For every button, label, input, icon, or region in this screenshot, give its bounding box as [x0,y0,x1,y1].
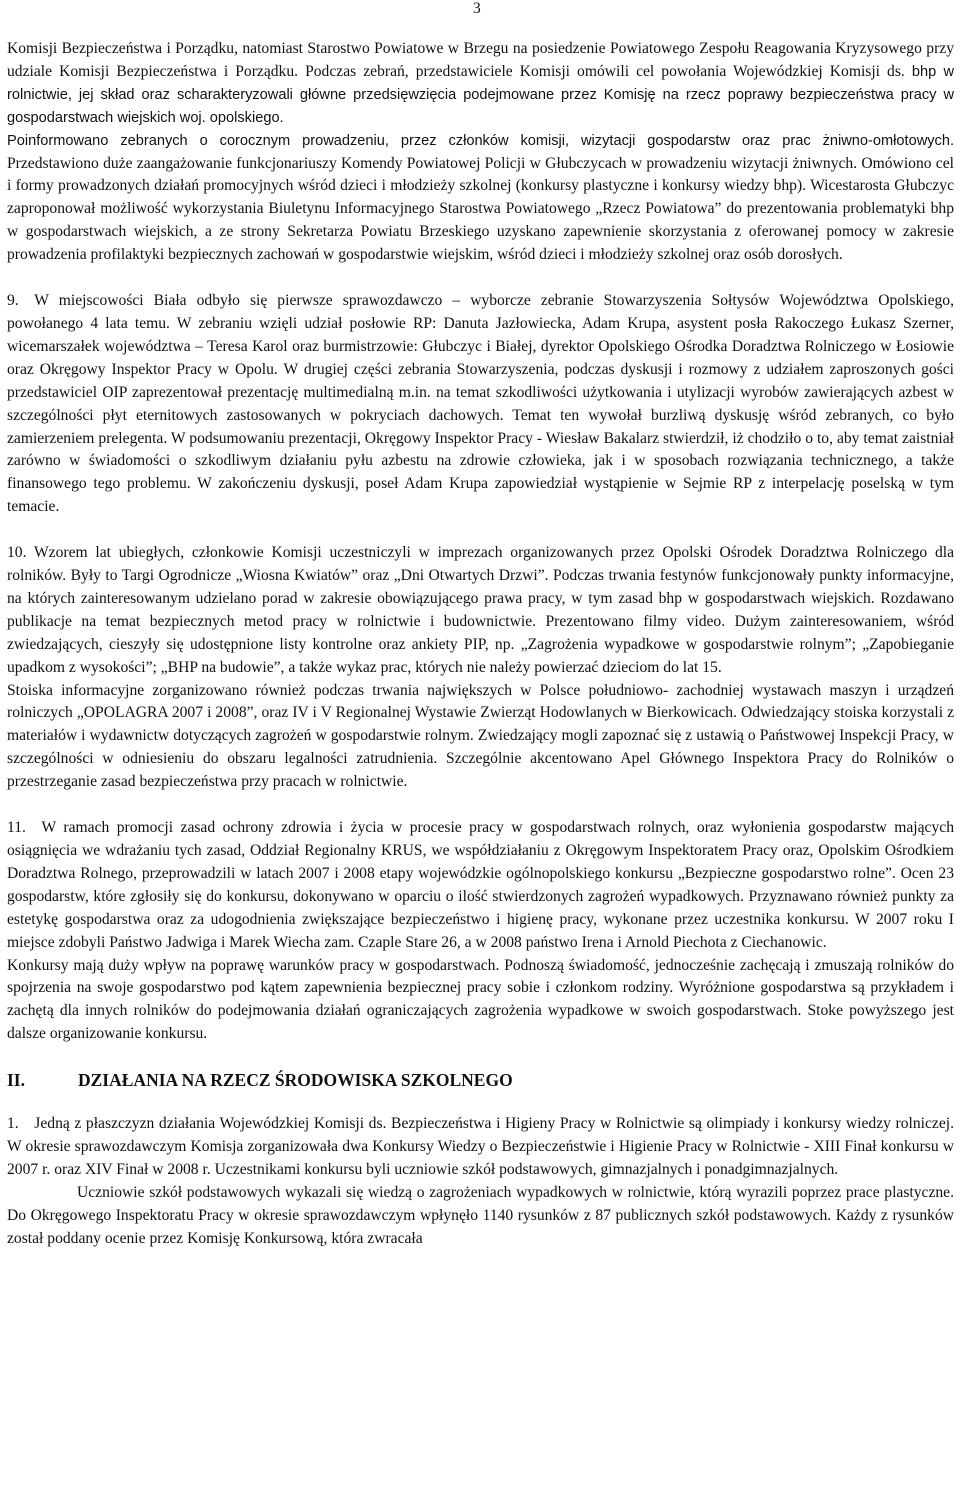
spacer [7,1094,954,1113]
paragraph-intro-a [7,38,954,130]
section-title: DZIAŁANIA NA RZECZ ŚRODOWISKA SZKOLNEGO [78,1070,513,1091]
paragraph-intro-b-sans-text: Poinformowano zebranych o corocznym prowadzeniu, przez członków komisji, wizytacji gospodarstw oraz prac żniwno-omłotowych. [7,132,954,149]
paragraph-item-10: 10. Wzorem lat ubiegłych, członkowie Komisji uczestniczyli w imprezach organizowanych przez Opolski Ośrodek Doradztwa Rolniczego dla rolników. Były to Targi Ogrodnicze „Wiosna Kwiatów” oraz „Dni Otwartych Drzwi”. Podczas trwania festynów funkcjonowały punkty informacyjne, na których zainteresowanym udzielano porad w zakresie obowiązującego prawa pracy, w tym zasad bhp w gospodarstwach wiejskich. Rozdawano publikacje na temat bezpiecznych metod pracy w rolnictwie i budownictwie. Prezentowano filmy video. Dużym zainteresowaniem, wśród zwiedzających, cieszyły się udostępnione listy kontrolne oraz ankiety PIP, np. „Zagrożenia wypadkowe w gospodarstwie rolnym”; „Zapobieganie upadkom z wysokości”; „BHP na budowie”, a także wykaz prac, których nie należy powierzać dzieciom do lat 15. [7,544,954,676]
paragraph-intro-a-text: Komisji Bezpieczeństwa i Porządku, natomiast Starostwo Powiatowe w Brzegu na posiedzenie Powiatowego Zespołu Reagowania Kryzysowego przy udziale Komisji Bezpieczeństwa i Porządku. Podczas zebrań, przedstawiciele Komisji omówili cel powołania Wojewódzkiej Komisji ds. [7,40,954,80]
paragraph-item-10-stands: Stoiska informacyjne zorganizowano również podczas trwania największych w Polsce południowo- zachodniej wystawach maszyn i urządzeń rolniczych „OPOLAGRA 2007 i 2008”, oraz IV i V Regionalnej Wystawie Zwierząt Hodowlanych w Bierkowicach. Odwiedzający stoiska korzystali z materiałów i wydawnictw dotyczących zagrożeń w gospodarstwie rolnym. Zwiedzający mogli zapoznać się z ustawią o Państwowej Inspekcji Pracy, w szczególności w odniesieniu do obszaru legalności zatrudnienia. Szczególnie akcentowano Apel Głównego Inspektora Pracy do Rolników o przestrzeganie zasad bezpieczeństwa przy pracach w rolnictwie. [7,681,954,791]
section-number: II. [7,1070,25,1091]
spacer [7,1046,954,1067]
spacer [7,267,954,290]
paragraph-item-11-contests: Konkursy mają duży wpływ na poprawę warunków pracy w gospodarstwach. Podnoszą świadomość, jednocześnie zachęcają i zmuszają rolników do spojrzenia na swoje gospodarstwo pod kątem zapewnienia bezpiecznej pracy sobie i członkom rodziny. Wyróżnione gospodarstwa są przykładem i zachętą dla innych rolników do podejmowania działań ograniczających zagrożenia wypadkowe w swoich gospodarstwach. Stoke powyższego jest dalsze organizowanie konkursu. [7,956,954,1043]
spacer [7,519,954,542]
paragraph-school-1: 1. Jedną z płaszczyzn działania Wojewódzkiej Komisji ds. Bezpieczeństwa i Higieny Pracy w Rolnictwie są olimpiady i konkursy wiedzy rolniczej. W okresie sprawozdawczym Komisja zorganizowała dwa Konkursy Wiedzy o Bezpieczeństwie i Higienie Pracy w Rolnictwie - XIII Finał konkursu w 2007 r. oraz XIV Finał w 2008 r. Uczestnikami konkursu byli uczniowie szkół podstawowych, gimnazjalnych i ponadgimnazjalnych. [7,1115,954,1178]
paragraph-school-2: Uczniowie szkół podstawowych wykazali się wiedzą o zagrożeniach wypadkowych w rolnictwie, którą wyrazili poprzez prace plastyczne. Do Okręgowego Inspektoratu Pracy w okresie sprawozdawczym wpłynęło 1140 rysunków z 87 publicznych szkół podstawowych. Każdy z rysunków został poddany ocenie przez Komisję Konkursową, która zwracała [7,1183,954,1247]
paragraph-item-11: 11. W ramach promocji zasad ochrony zdrowia i życia w procesie pracy w gospodarstwach rolnych, oraz wyłonienia gospodarstw mających osiągnięcia we wdrażaniu tych zasad, Oddział Regionalny KRUS, we współdziałaniu z Okręgowym Inspektoratem Pracy oraz, Opolskim Ośrodkiem Doradztwa Rolnego, przeprowadzili w latach 2007 i 2008 etapy wojewódzkie ogólnopolskiego konkursu „Bezpieczne gospodarstwo rolne”. Ocen 23 gospodarstw, które zgłosiły się do konkursu, dokonywano w oparciu o ilość stwierdzonych zagrożeń wypadkowych. Przyznawano również punkty za estetykę gospodarstwa oraz za udogodnienia zwiększające bezpieczeństwo i higienę pracy, wykonane przez uczestnika konkursu. W 2007 roku I miejsce zdobyli Państwo Jadwiga i Marek Wiecha zam. Czaple Stare 26, a w 2008 państwo Irena i Arnold Piechota z Ciechanowic. [7,819,954,951]
paragraph-intro-b [7,130,954,267]
paragraph-intro-b-text: Przedstawiono duże zaangażowanie funkcjonariuszy Komendy Powiatowej Policji w Głubczycach w prowadzeniu wizytacji żniwnych. Omówiono cel i formy prowadzonych działań promocyjnych wśród dzieci i młodzieży szkolnej (konkursy plastyczne i konkursy wiedzy bhp). Wicestarosta Głubczyc zaproponował możliwość wykorzystania Biuletynu Informacyjnego Starostwa Powiatowego „Rzecz Powiatowa” do prezentowania problematyki bhp w gospodarstwach wiejskich, a ze strony Sekretarza Powiatu Brzeskiego uzyskano zapewnienie skorzystania z oferowanej pomocy w zakresie prowadzenia profilaktyki bezpiecznych zachowań w gospodarstwie wiejskim, wśród dzieci i młodzieży szkolnej oraz osób dorosłych. [7,154,954,264]
spacer [7,794,954,817]
paragraph-intro-a-sans-text: bhp w rolnictwie, jej skład oraz scharakteryzowali główne przedsięwzięcia podejmowane przez Komisję na rzecz poprawy bezpieczeństwa pracy w gospodarstwach wiejskich woj. opolskiego. [7,63,954,126]
paragraph-item-9: 9. W miejscowości Biała odbyło się pierwsze sprawozdawczo – wyborcze zebranie Stowarzyszenia Sołtysów Województwa Opolskiego, powołanego 4 lata temu. W zebraniu wzięli udział posłowie RP: Danuta Jazłowiecka, Adam Krupa, asystent posła Rakoczego Łukasz Szerner, wicemarszałek województwa – Teresa Karol oraz burmistrzowie: Głubczyc i Białej, dyrektor Opolskiego Ośrodka Doradztwa Rolniczego w Łosiowie oraz Okręgowy Inspektor Pracy w Opolu. W drugiej części zebrania Stowarzyszenia, podczas dyskusji i rozmowy z udziałem zaproszonych gości przedstawiciel OIP zaprezentował prezentację multimedialną m.in. na temat szkodliwości użytkowania i utylizacji wyrobów zawierających azbest w szczególności płyt eternitowych zastosowanych w pokryciach dachowych. Temat ten wywołał burzliwą dyskusję wśród zebranych, co było zamierzeniem prelegenta. W podsumowaniu prezentacji, Okręgowy Inspektor Pracy - Wiesław Bakalarz stwierdził, iż chodziło o to, aby temat zaistniał zarówno w świadomości o szkodliwym działaniu pyłu azbestu na zdrowie człowieka, jak i w sposobach rozwiązania technicznego, a także finansowego tego problemu. W zakończeniu dyskusji, poseł Adam Krupa zapowiedział wystąpienie w Sejmie RP z interpelację poselską w tym temacie. [7,292,954,516]
page-number: 3 [473,0,481,17]
section-heading [7,1067,954,1094]
